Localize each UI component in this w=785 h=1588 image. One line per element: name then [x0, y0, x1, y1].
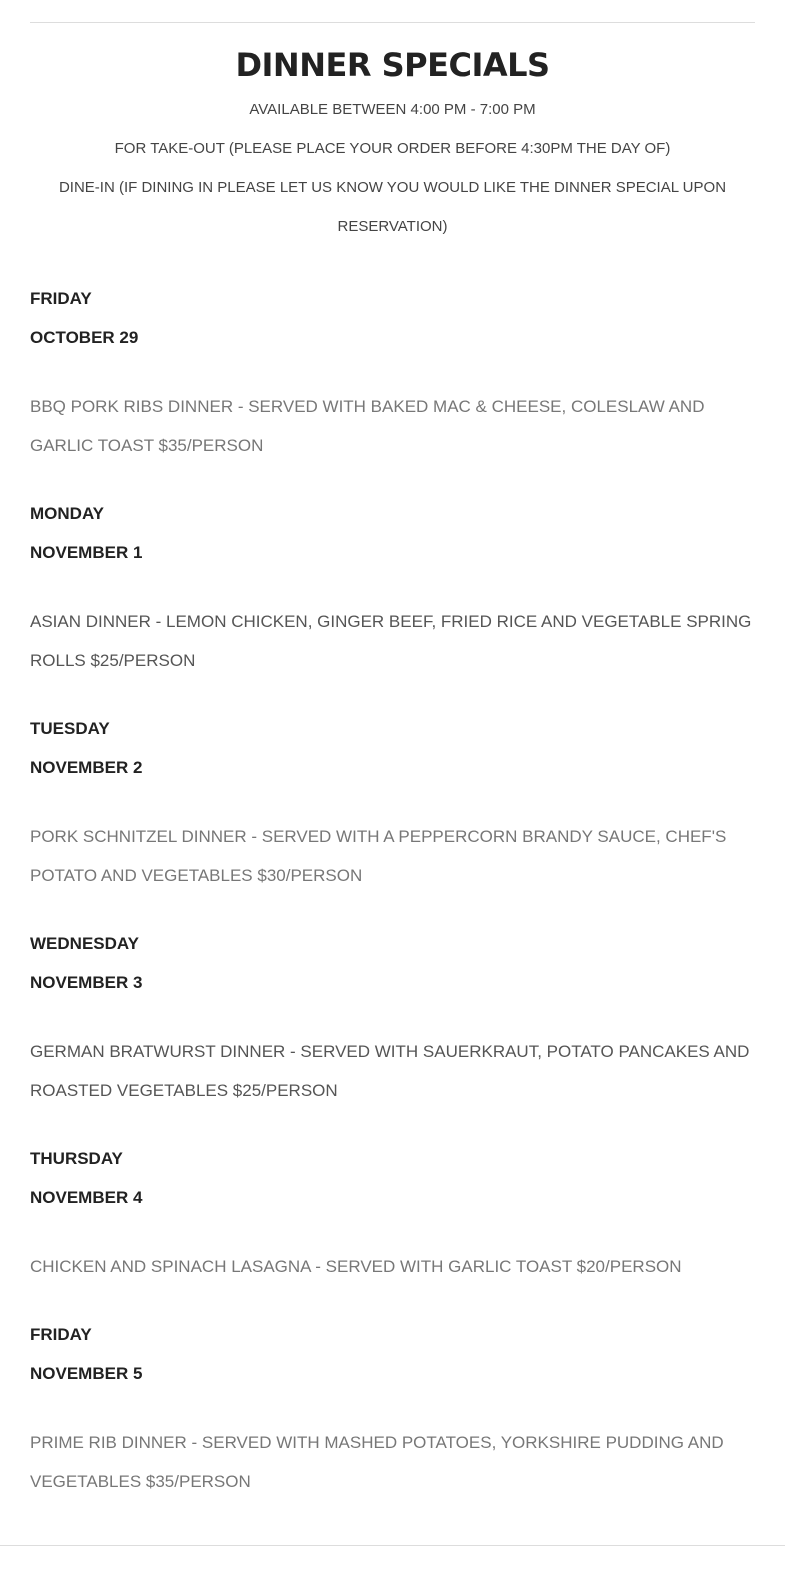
- special-item: [30, 1139, 755, 1286]
- top-divider: [30, 22, 755, 23]
- page-title: DINNER SPECIALS: [235, 46, 550, 84]
- special-day: WEDNESDAY: [30, 934, 139, 953]
- special-day: MONDAY: [30, 504, 104, 523]
- specials-list: [30, 279, 755, 1501]
- special-date: NOVEMBER 1: [30, 543, 143, 562]
- special-item: [30, 494, 755, 680]
- special-item: [30, 279, 755, 465]
- special-day: FRIDAY: [30, 1325, 92, 1344]
- special-dish: CHICKEN AND SPINACH LASAGNA - SERVED WITH GARLIC TOAST $20/PERSON: [30, 1257, 682, 1276]
- special-dish: GERMAN BRATWURST DINNER - SERVED WITH SAUERKRAUT, POTATO PANCAKES AND ROASTED VEGETABLES $25/PERSON: [30, 1042, 750, 1100]
- special-date: NOVEMBER 4: [30, 1188, 143, 1207]
- bottom-divider: [0, 1545, 785, 1546]
- special-day: TUESDAY: [30, 719, 110, 738]
- special-date: OCTOBER 29: [30, 328, 139, 347]
- special-day: FRIDAY: [30, 289, 92, 308]
- special-date: NOVEMBER 3: [30, 973, 143, 992]
- special-date: NOVEMBER 5: [30, 1364, 143, 1383]
- special-dish: PORK SCHNITZEL DINNER - SERVED WITH A PEPPERCORN BRANDY SAUCE, CHEF'S POTATO AND VEGETABLES $30/PERSON: [30, 827, 727, 885]
- special-dish: ASIAN DINNER - LEMON CHICKEN, GINGER BEEF, FRIED RICE AND VEGETABLE SPRING ROLLS $25/PERSON: [30, 612, 752, 670]
- dinner-specials-section: [30, 40, 755, 1530]
- dinein-note: DINE-IN (IF DINING IN PLEASE LET US KNOW YOU WOULD LIKE THE DINNER SPECIAL UPON RESERVATION): [58, 179, 727, 235]
- takeout-note: FOR TAKE-OUT (PLEASE PLACE YOUR ORDER BEFORE 4:30PM THE DAY OF): [114, 140, 671, 157]
- special-dish: BBQ PORK RIBS DINNER - SERVED WITH BAKED MAC & CHEESE, COLESLAW AND GARLIC TOAST $35/PERSON: [30, 397, 705, 455]
- special-dish: PRIME RIB DINNER - SERVED WITH MASHED POTATOES, YORKSHIRE PUDDING AND VEGETABLES $35/PERSON: [30, 1433, 724, 1491]
- special-day: THURSDAY: [30, 1149, 123, 1168]
- special-item: [30, 709, 755, 895]
- availability-note: AVAILABLE BETWEEN 4:00 PM - 7:00 PM: [249, 101, 536, 118]
- special-date: NOVEMBER 2: [30, 758, 143, 777]
- special-item: [30, 1315, 755, 1501]
- special-item: [30, 924, 755, 1110]
